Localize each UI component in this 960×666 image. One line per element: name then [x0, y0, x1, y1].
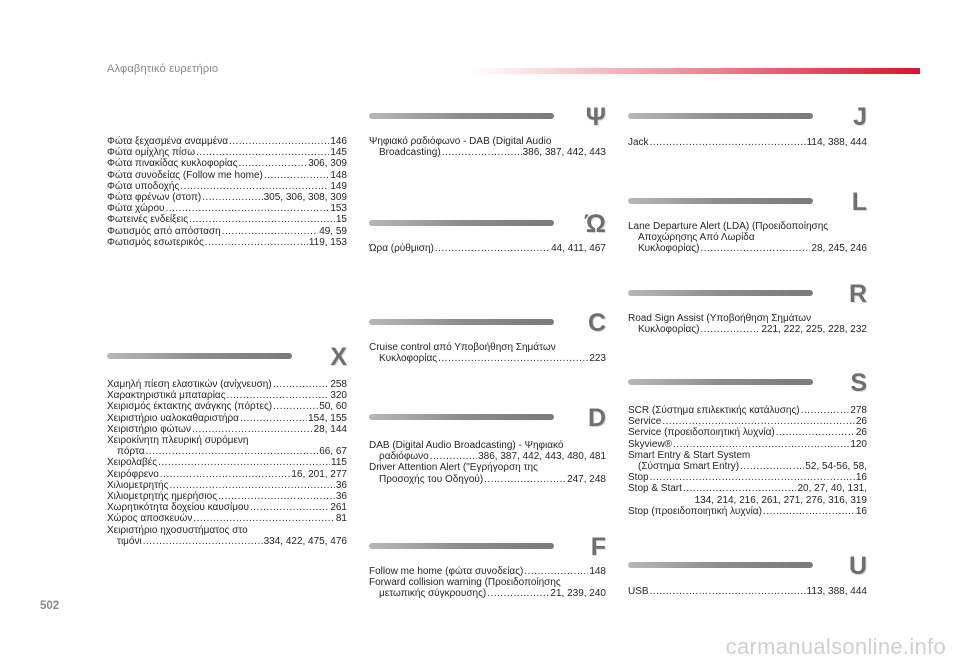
- entry-pages: 16: [855, 472, 867, 484]
- dot-leader: [442, 147, 522, 158]
- index-entry: [628, 313, 867, 335]
- section-letter: F: [590, 533, 606, 561]
- index-entry-line: [369, 243, 606, 254]
- section-f-continued: [107, 136, 347, 248]
- entry-pages: 153: [330, 203, 347, 215]
- index-entry-line: [107, 480, 347, 491]
- dot-leader: [700, 243, 810, 254]
- entry-term: μετωπικής σύγκρουσης): [379, 588, 487, 600]
- index-list: [107, 379, 347, 547]
- entry-term: Driver Attention Alert ("Εγρήγορση της: [369, 462, 538, 474]
- section-r: [628, 282, 867, 335]
- watermark: carmanualsonline.info: [725, 634, 946, 659]
- index-entry-line: [107, 136, 347, 147]
- entry-term: πόρτα: [117, 446, 145, 458]
- index-entry: [369, 566, 606, 577]
- index-list: [628, 137, 867, 148]
- entry-term: Service (προειδοποιητική λυχνία): [628, 427, 775, 439]
- entry-term: Broadcasting): [379, 147, 441, 159]
- entry-pages: 52, 54-56, 58,: [805, 461, 867, 473]
- entry-pages: 320: [330, 390, 347, 402]
- entry-pages: 36: [335, 479, 347, 491]
- dot-leader: [196, 147, 329, 158]
- section-u: [628, 554, 867, 597]
- index-entry-line: [107, 379, 347, 390]
- dot-leader: [146, 446, 319, 457]
- index-entry: [107, 502, 347, 513]
- index-entry: [107, 525, 347, 547]
- dot-leader: [273, 379, 330, 390]
- dot-leader: [264, 170, 329, 181]
- index-entry: [628, 137, 867, 148]
- index-entry: [107, 413, 347, 424]
- entry-pages: 26: [855, 427, 867, 439]
- index-entry: [628, 483, 867, 505]
- entry-term: Χειριστήριο ηχοσυστήματος στο: [107, 524, 248, 536]
- index-entry: [107, 203, 347, 214]
- index-entry-line: [628, 137, 867, 148]
- index-entry-line: [628, 324, 867, 335]
- entry-term: Χειρόφρενο: [107, 468, 159, 480]
- section-bar: [369, 543, 554, 549]
- entry-term: Φώτα φρένων (στοπ): [107, 192, 202, 204]
- index-entry-line: [369, 566, 606, 577]
- section-bar: [628, 562, 813, 568]
- entry-pages: 28, 144: [313, 423, 347, 435]
- index-entry-line: [628, 427, 867, 438]
- index-entry-line: [107, 214, 347, 225]
- entry-term: Φώτα χώρου: [107, 203, 165, 215]
- entry-pages: 261: [330, 502, 347, 514]
- index-entry-line: [628, 586, 867, 597]
- index-entry: [369, 136, 606, 158]
- index-entry: [107, 214, 347, 225]
- index-entry: [107, 237, 347, 248]
- entry-pages: 247, 248: [567, 473, 606, 485]
- section-s: [628, 371, 867, 517]
- section-header: [628, 371, 867, 403]
- entry-term: SCR (Σύστημα επιλεκτικής κατάλυσης): [628, 405, 800, 416]
- index-entry-line: [369, 474, 606, 485]
- entry-term: Φώτα συνοδείας (Follow me home): [107, 169, 263, 181]
- entry-term: Stop & Start: [628, 483, 682, 495]
- index-entry-line: [369, 147, 606, 158]
- dot-leader: [239, 158, 308, 169]
- index-entry-line: [107, 424, 347, 435]
- section-letter: S: [850, 369, 867, 397]
- index-entry-line: [369, 451, 606, 462]
- index-entry: [107, 170, 347, 181]
- index-entry-line: [628, 506, 867, 517]
- entry-pages: 334, 422, 475, 476: [263, 535, 347, 547]
- entry-pages: 16: [855, 505, 867, 517]
- index-entry: [628, 221, 867, 255]
- index-entry-line: [107, 181, 347, 192]
- section-c: [369, 311, 606, 364]
- section-bar: [369, 220, 554, 226]
- entry-term: Forward collision warning (Προειδοποίησης: [369, 577, 561, 589]
- page-number: 502: [40, 600, 60, 612]
- entry-term: Χιλιομετρητής: [107, 479, 169, 491]
- index-entry: [369, 243, 606, 254]
- index-entry-line: [628, 405, 867, 416]
- section-bar: [369, 319, 554, 325]
- section-bar: [628, 379, 813, 385]
- section-x: [107, 345, 347, 547]
- section-bar: [628, 198, 813, 204]
- dot-leader: [487, 588, 549, 599]
- entry-term: Φωτισμός εσωτερικός: [107, 236, 204, 248]
- index-list: [107, 136, 347, 248]
- dot-leader: [218, 491, 335, 502]
- entry-term: USB: [628, 586, 649, 597]
- index-entry: [369, 342, 606, 364]
- entry-pages: 26: [855, 416, 867, 428]
- entry-term: Φώτα ξεχασμένα αναμμένα: [107, 136, 228, 147]
- entry-pages: 305, 306, 308, 309: [263, 192, 347, 204]
- dot-leader: [650, 586, 806, 597]
- dot-leader: [763, 506, 855, 517]
- entry-term: Φώτα υποδοχής: [107, 180, 180, 192]
- entry-pages: 386, 387, 442, 443, 480, 481: [478, 451, 606, 463]
- index-entry: [369, 462, 606, 484]
- entry-pages: 148: [589, 566, 606, 577]
- index-entry-line: [107, 203, 347, 214]
- section-bar: [628, 290, 813, 296]
- index-entry: [369, 577, 606, 599]
- index-entry: [107, 424, 347, 435]
- index-entry: [107, 491, 347, 502]
- entry-pages: 15: [335, 214, 347, 226]
- section-letter: L: [851, 188, 867, 216]
- section-f: [369, 535, 606, 600]
- index-entry-line: [107, 457, 347, 468]
- section-header: [369, 311, 606, 343]
- index-entry: [107, 192, 347, 203]
- dot-leader: [430, 451, 477, 462]
- dot-leader: [229, 136, 329, 147]
- dot-leader: [740, 461, 804, 472]
- index-list: [628, 221, 867, 255]
- entry-term: Προσοχής του Οδηγού): [379, 473, 484, 485]
- index-entry-line: [107, 237, 347, 248]
- index-entry-line: [107, 413, 347, 424]
- dot-leader: [240, 413, 307, 424]
- dot-leader: [166, 203, 330, 214]
- index-entry: [107, 147, 347, 158]
- section-header: [369, 535, 606, 567]
- section-bar: [369, 113, 554, 119]
- section-letter: Ψ: [585, 103, 606, 131]
- entry-term: Jack: [628, 137, 649, 148]
- entry-term: Skyview®: [628, 438, 673, 450]
- section-d: [369, 406, 606, 485]
- entry-term: Φωτεινές ενδείξεις: [107, 214, 189, 226]
- dot-leader: [524, 566, 588, 577]
- index-entry-line: [628, 472, 867, 483]
- dot-leader: [205, 237, 308, 248]
- dot-leader: [158, 457, 330, 468]
- index-entry: [628, 586, 867, 597]
- entry-pages: 119, 153: [308, 236, 347, 248]
- entry-pages: 278: [850, 405, 867, 416]
- entry-pages: 28, 245, 246: [811, 243, 867, 255]
- index-entry-line: [107, 401, 347, 412]
- index-entry: [107, 379, 347, 390]
- entry-term: Χαρακτηριστικά μπαταρίας: [107, 390, 226, 402]
- index-entry-line: [107, 502, 347, 513]
- dot-leader: [673, 439, 849, 450]
- entry-term: Χαμηλή πίεση ελαστικών (ανίχνευση): [107, 379, 272, 390]
- index-entry: [107, 401, 347, 412]
- entry-pages: 148: [330, 169, 347, 181]
- entry-pages: 114, 388, 444: [806, 137, 867, 148]
- dot-leader: [202, 192, 262, 203]
- index-list: [628, 586, 867, 597]
- entry-pages-continued: 134, 214, 216, 261, 271, 276, 316, 319: [694, 494, 867, 506]
- section-j: [628, 105, 867, 148]
- entry-term: Χώρος αποσκευών: [107, 513, 193, 525]
- index-entry-line: [369, 353, 606, 364]
- entry-pages: 145: [330, 147, 347, 159]
- entry-term: Φώτα ομίχλης πίσω: [107, 147, 196, 159]
- dot-leader: [227, 390, 330, 401]
- dot-leader: [143, 536, 263, 547]
- entry-pages: 16, 201, 277: [291, 468, 347, 480]
- section-header: [369, 105, 606, 137]
- dot-leader: [776, 427, 855, 438]
- section-letter: C: [587, 309, 606, 337]
- index-entry: [107, 136, 347, 147]
- entry-term: ραδιόφωνο: [379, 451, 429, 463]
- section-bar: [628, 113, 813, 119]
- entry-pages: 81: [335, 513, 347, 525]
- entry-pages: 115: [331, 457, 347, 469]
- index-entry: [628, 472, 867, 483]
- entry-term: Service: [628, 416, 662, 428]
- index-entry-line: [107, 446, 347, 457]
- section-header: [107, 345, 347, 377]
- dot-leader: [192, 424, 313, 435]
- index-list: [628, 313, 867, 335]
- index-list: [369, 566, 606, 600]
- dot-leader: [160, 469, 291, 480]
- index-entry: [107, 226, 347, 237]
- entry-term: Φωτισμός από απόσταση: [107, 225, 221, 237]
- section-header: [628, 105, 867, 137]
- index-entry-line: [107, 491, 347, 502]
- section-l: [628, 190, 867, 255]
- index-entry-line: [369, 588, 606, 599]
- dot-leader: [222, 226, 319, 237]
- index-entry: [628, 405, 867, 416]
- dot-leader: [438, 353, 588, 364]
- entry-term: Κυκλοφορίας): [638, 243, 700, 255]
- entry-pages: 44, 411, 467: [551, 243, 606, 254]
- index-entry-line: [107, 536, 347, 547]
- index-entry-line: [628, 243, 867, 254]
- index-list: [628, 405, 867, 517]
- entry-term-continued: Αποχώρησης Από Λωρίδα: [638, 232, 755, 244]
- section-letter: U: [848, 552, 867, 580]
- entry-term: Χιλιομετρητής ημερήσιος: [107, 491, 218, 503]
- dot-leader: [169, 480, 334, 491]
- entry-pages: 20, 27, 40, 131,: [797, 483, 867, 495]
- section-header: [628, 282, 867, 314]
- dot-leader: [189, 214, 335, 225]
- dot-leader: [662, 416, 855, 427]
- entry-term: Χωρητικότητα δοχείου καυσίμου: [107, 502, 249, 514]
- index-list: [369, 136, 606, 158]
- entry-term: Follow me home (φώτα συνοδείας): [369, 566, 524, 577]
- entry-term: Χειριστήριο φώτων: [107, 423, 191, 435]
- dot-leader: [683, 483, 797, 494]
- index-list: [369, 243, 606, 254]
- index-entry: [107, 469, 347, 480]
- index-entry-line: [107, 170, 347, 181]
- index-list: [369, 342, 606, 364]
- index-entry-line: [628, 439, 867, 450]
- section-header: [369, 212, 606, 244]
- index-entry-line: [107, 147, 347, 158]
- dot-leader: [250, 502, 329, 513]
- entry-pages: 120: [850, 438, 867, 450]
- entry-term: Ώρα (ρύθμιση): [369, 243, 434, 254]
- section-letter: J: [853, 103, 867, 131]
- entry-term: Cruise control από Υποβοήθηση Σημάτων: [369, 342, 556, 353]
- index-entry: [107, 513, 347, 524]
- entry-term: Κυκλοφορίας): [638, 324, 700, 336]
- entry-term: Stop: [628, 472, 649, 484]
- header-accent-bar: [470, 68, 920, 74]
- index-entry: [628, 506, 867, 517]
- index-entry: [628, 416, 867, 427]
- section-omega: [369, 212, 606, 254]
- entry-pages: 50, 60: [319, 401, 347, 413]
- entry-pages: 223: [589, 353, 606, 365]
- index-entry: [107, 390, 347, 401]
- entry-term: Smart Entry & Start System: [628, 449, 751, 461]
- section-header: [628, 190, 867, 222]
- entry-pages: 306, 309: [308, 158, 347, 170]
- entry-pages: 154, 155: [308, 412, 347, 424]
- dot-leader: [484, 474, 566, 485]
- entry-pages: 113, 388, 444: [806, 586, 867, 597]
- entry-term: Φώτα πινακίδας κυκλοφορίας: [107, 158, 238, 170]
- index-entry-line: [628, 461, 867, 472]
- entry-pages: 221, 222, 225, 228, 232: [761, 324, 867, 336]
- index-entry-line: [628, 483, 867, 494]
- entry-term: Κυκλοφορίας: [379, 353, 438, 365]
- entry-term: (Σύστημα Smart Entry): [638, 461, 740, 473]
- entry-pages: 386, 387, 442, 443: [522, 147, 606, 159]
- entry-pages: 36: [335, 491, 347, 503]
- section-letter: D: [587, 404, 606, 432]
- section-header: [628, 554, 867, 586]
- index-list: [369, 440, 606, 485]
- entry-term: Ψηφιακό ραδιόφωνο - DAB (Digital Audio: [369, 136, 552, 147]
- index-entry: [107, 181, 347, 192]
- section-bar: [107, 353, 292, 359]
- dot-leader: [700, 324, 760, 335]
- section-psi: [369, 105, 606, 158]
- entry-term: τιμόνι: [117, 535, 142, 547]
- entry-term: Χειρισμός έκτακτης ανάγκης (πόρτες): [107, 401, 273, 413]
- index-entry: [628, 439, 867, 450]
- section-letter: Ώ: [585, 210, 606, 238]
- dot-leader: [801, 405, 850, 416]
- index-entry-line: [107, 226, 347, 237]
- entry-pages: 49, 59: [319, 225, 347, 237]
- entry-pages: 21, 239, 240: [550, 588, 606, 600]
- entry-pages: 146: [330, 136, 347, 147]
- entry-term: Χειριστήριο υαλοκαθαριστήρα: [107, 412, 239, 424]
- index-entry-line: [107, 513, 347, 524]
- entry-pages: 258: [330, 379, 347, 390]
- entry-term: Lane Departure Alert (LDA) (Προειδοποίησης: [628, 221, 829, 232]
- entry-pages: 66, 67: [319, 446, 347, 458]
- entry-term: Road Sign Assist (Υποβοήθηση Σημάτων: [628, 313, 812, 324]
- index-entry-line: [628, 416, 867, 427]
- dot-leader: [193, 513, 335, 524]
- entry-term: DAB (Digital Audio Broadcasting) - Ψηφιακό: [369, 440, 564, 451]
- index-entry: [107, 480, 347, 491]
- entry-term: Χειροκίνητη πλευρική συρόμενη: [107, 435, 249, 447]
- index-entry: [107, 457, 347, 468]
- index-entry-line: [107, 390, 347, 401]
- entry-term: Χειρολαβές: [107, 457, 158, 469]
- section-letter: X: [330, 343, 347, 371]
- index-entry-line: [107, 469, 347, 480]
- index-entry-line: [107, 192, 347, 203]
- dot-leader: [435, 243, 550, 254]
- index-entry: [107, 435, 347, 457]
- section-letter: R: [848, 280, 867, 308]
- index-entry: [107, 158, 347, 169]
- index-entry: [628, 450, 867, 472]
- dot-leader: [273, 401, 318, 412]
- section-header: [369, 406, 606, 438]
- dot-leader: [650, 137, 806, 148]
- section-bar: [369, 414, 554, 420]
- entry-term: Stop (προειδοποιητική λυχνία): [628, 505, 762, 517]
- index-entry: [628, 427, 867, 438]
- dot-leader: [650, 472, 855, 483]
- index-entry: [369, 440, 606, 462]
- entry-pages: 149: [330, 180, 347, 192]
- running-head: Αλφαβητικό ευρετήριο: [107, 63, 219, 75]
- index-entry-line: [107, 158, 347, 169]
- dot-leader: [180, 181, 329, 192]
